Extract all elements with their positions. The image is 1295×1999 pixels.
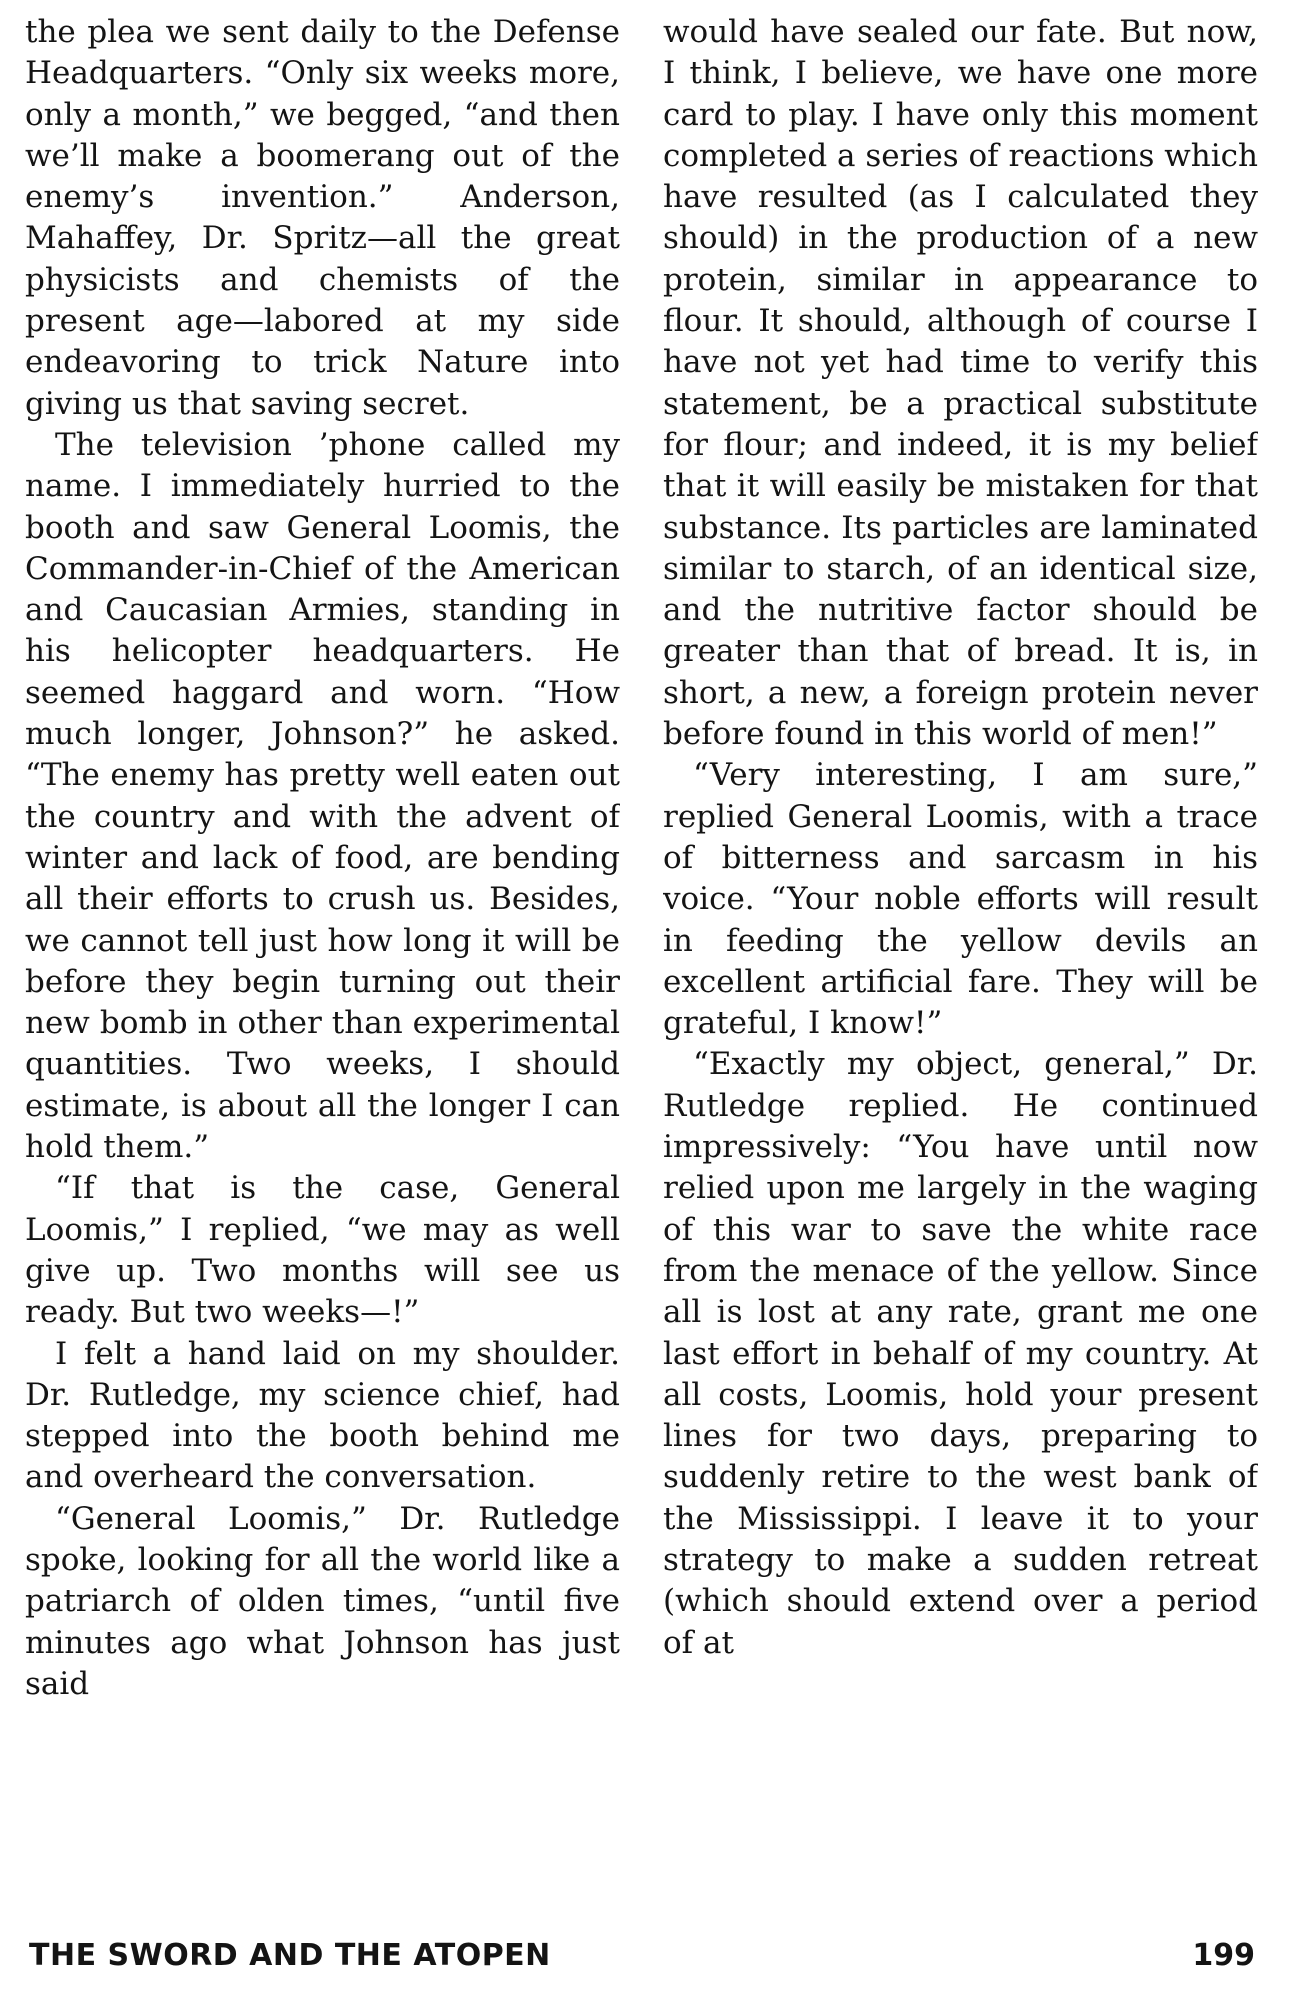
paragraph: The television ’phone called my name. I immediately hurried to the booth and saw General Loomis, the Commander-in-Chief of the American and Caucasian Armies, standing in his helicopter headquarters. He seemed haggard and worn. “How much longer, Johnson?” he asked. “The enemy has pretty well eaten out the country and with the advent of winter and lack of food, are bending all their efforts to crush us. Besides, we cannot tell just how long it will be before they begin turning out their new bomb in other than experimental quantities. Two weeks, I should estimate, is about all the longer I can hold them.”: [25, 426, 620, 1166]
right-text-column: [663, 12, 1258, 1664]
page-footer: [25, 1938, 1255, 1988]
paragraph: “Very interesting, I am sure,” replied General Loomis, with a trace of bitterness and sarcasm in his voice. “Your noble efforts will result in feeding the yellow devils an excellent artificial fare. They will be grateful, I know!”: [663, 757, 1258, 1042]
paragraph: “Exactly my object, general,” Dr. Rutledge replied. He continued impressively: “You have until now relied upon me largely in the waging of this war to save the white race from the menace of the yellow. Since all is lost at any rate, grant me one last effort in behalf of my country. At all costs, Loomis, hold your present lines for two days, preparing to suddenly retire to the west bank of the Mississippi. I leave it to your strategy to make a sudden retreat (which should extend over a period of at: [663, 1046, 1258, 1661]
paragraph: “If that is the case, General Loomis,” I replied, “we may as well give up. Two months will see us ready. But two weeks—!”: [25, 1170, 620, 1331]
page-number: 199: [1192, 1938, 1255, 1973]
running-title: THE SWORD AND THE ATOPEN: [29, 1938, 551, 1973]
paragraph: “General Loomis,” Dr. Rutledge spoke, looking for all the world like a patriarch of olden times, “until five minutes ago what Johnson has just said: [25, 1500, 620, 1702]
paragraph: would have sealed our fate. But now, I think, I believe, we have one more card to play. I have only this moment completed a series of reactions which have resulted (as I calculated they should) in the production of a new protein, similar in appearance to flour. It should, although of course I have not yet had time to verify this statement, be a practical substitute for flour; and indeed, it is my belief that it will easily be mistaken for that substance. Its particles are laminated similar to starch, of an identical size, and the nutritive factor should be greater than that of bread. It is, in short, a new, a foreign protein never before found in this world of men!”: [663, 14, 1258, 753]
paragraph: I felt a hand laid on my shoulder. Dr. Rutledge, my science chief, had stepped into the booth behind me and overheard the conversation.: [25, 1335, 620, 1496]
paragraph: the plea we sent daily to the Defense Headquarters. “Only six weeks more, only a month,” we begged, “and then we’ll make a boomerang out of the enemy’s invention.” Anderson, Mahaffey, Dr. Spritz—all the great physicists and chemists of the present age—labored at my side endeavoring to trick Nature into giving us that saving secret.: [25, 14, 620, 422]
left-text-column: [25, 12, 620, 1705]
